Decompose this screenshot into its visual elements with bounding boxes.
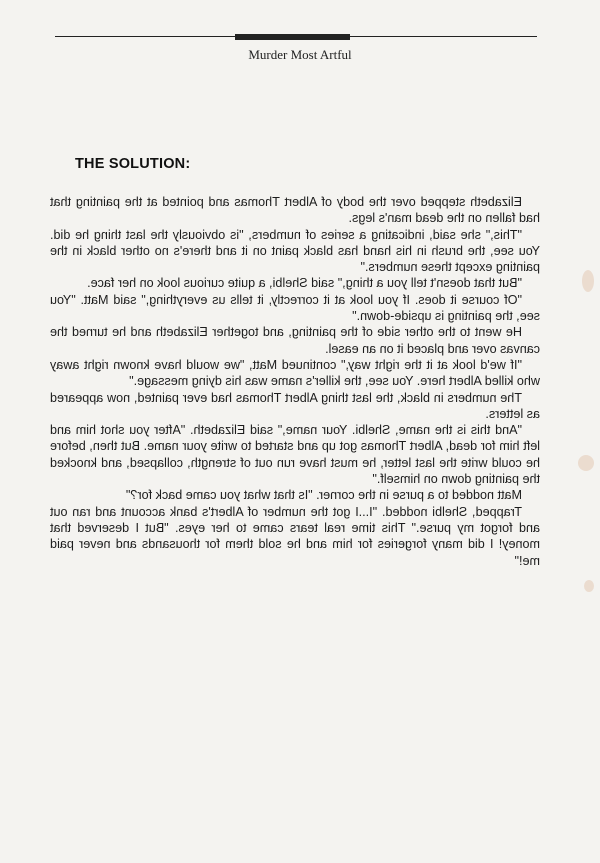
paragraph: "This," she said, indicating a series of numbers, "is obviously the last thing he did. You see, the brush in his hand has black paint on it and there's no other black in the painting except these numbers." <box>50 227 540 275</box>
paragraph: "But that doesn't tell you a thing," said Shelbi, a quite curious look on her face. <box>87 276 522 291</box>
section-heading: THE SOLUTION: <box>75 156 191 172</box>
paper-stain <box>584 580 594 592</box>
mirrored-solution-text <box>50 194 540 569</box>
paragraph: Elizabeth stepped over the body of Albert Thomas and pointed at the painting that had fallen on the dead man's legs. <box>50 195 540 226</box>
running-title: Murder Most Artful <box>248 47 352 62</box>
header-rule-block <box>235 34 350 40</box>
paragraph: "If we'd look at it the right way," continued Matt, "we would have known right away who killed Albert here. You see, the killer's name was his dying message." <box>50 357 540 389</box>
paragraph: "Of course it does. If you look at it correctly, it tells us everything," said Matt. "You see, the painting is upside-down." <box>50 292 540 324</box>
paragraph: The numbers in black, the last thing Albert Thomas had ever painted, now appeared as letters. <box>50 390 540 421</box>
paragraph: "And this is the name, Shelbi. Your name," said Elizabeth. "After you shot him and left him for dead, Albert Thomas got up and started to write your name. But then, before he could write the last letter, he must have run out of strength, collapsed, and knocked the painting down on himself." <box>50 423 540 487</box>
paper-stain <box>582 270 594 292</box>
paragraph: He went to the other side of the painting, and together Elizabeth and he turned the canvas over and placed it on an easel. <box>50 325 540 356</box>
paragraph: Matt nodded to a purse in the corner. "Is that what you came back for?" <box>125 488 522 503</box>
paper-stain <box>578 455 594 471</box>
paragraph: Trapped, Shelbi nodded. "I...I got the number of Albert's bank account and ran out and forgot my purse." This time real tears came to her eyes. "But I deserved that money! I did many forgeries for him and he sold them for thousands and never paid me!" <box>50 504 540 568</box>
